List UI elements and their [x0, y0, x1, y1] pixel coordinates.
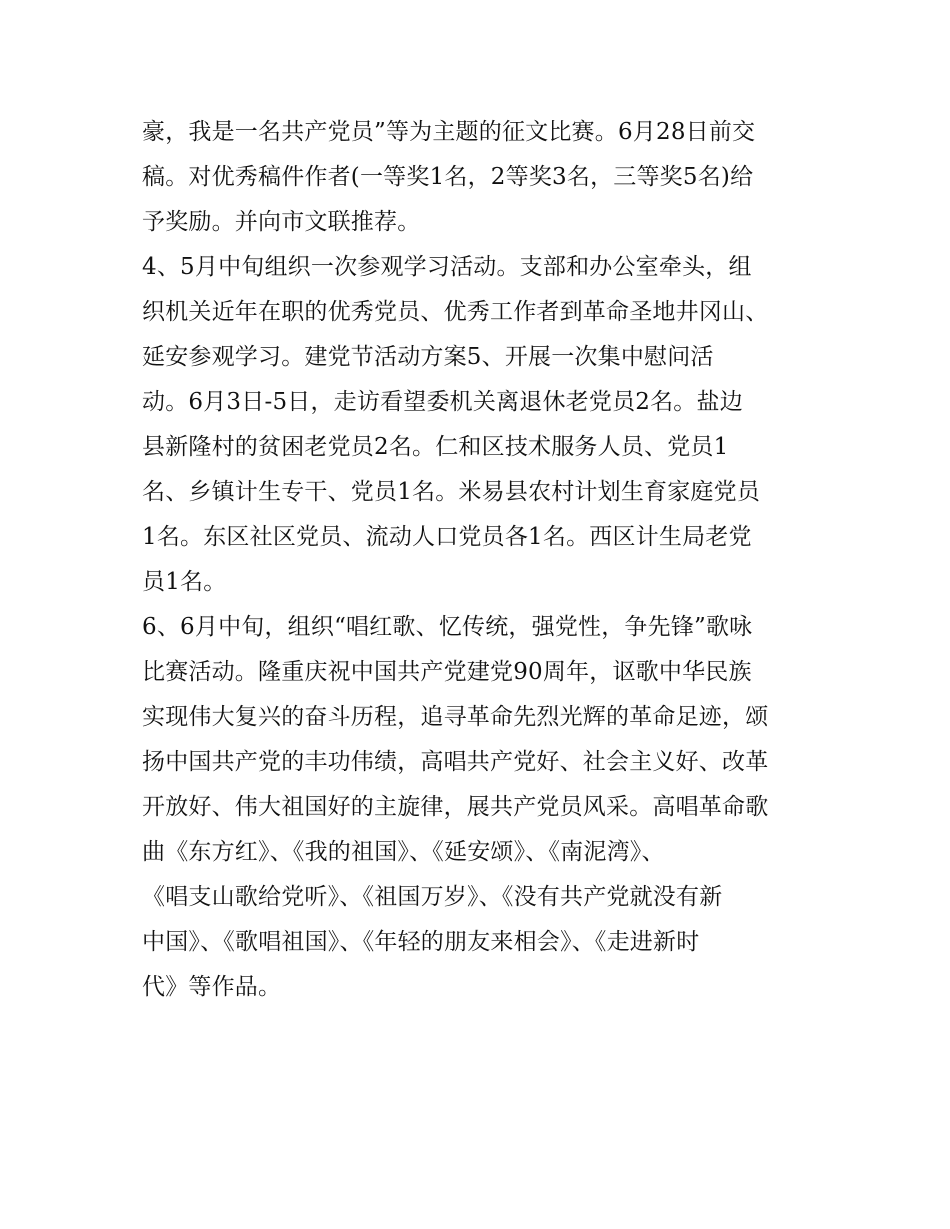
text-line: 代》等作品。	[142, 974, 282, 1000]
text-line: 4、5月中旬组织一次参观学习活动。支部和办公室牵头，组	[142, 254, 752, 280]
text-line: 曲《东方红》、《我的祖国》、《延安颂》、《南泥湾》、	[142, 839, 665, 865]
text-line: 中国》、《歌唱祖国》、《年轻的朋友来相会》、《走进新时	[142, 929, 700, 955]
text-line: 《唱支山歌给党听》、《祖国万岁》、《没有共产党就没有新	[142, 884, 723, 910]
text-line: 豪，我是一名共产党员”等为主题的征文比赛。6月28日前交	[142, 119, 756, 145]
text-line: 延安参观学习。建党节活动方案5、开展一次集中慰问活	[142, 344, 714, 370]
text-line: 县新隆村的贫困老党员2名。仁和区技术服务人员、党员1	[142, 434, 729, 460]
text-line: 稿。对优秀稿件作者(一等奖1名，2等奖3名，三等奖5名)给	[142, 164, 754, 190]
text-line: 开放好、伟大祖国好的主旋律，展共产党员风采。高唱革命歌	[142, 794, 769, 820]
text-line: 扬中国共产党的丰功伟绩，高唱共产党好、社会主义好、改革	[142, 749, 769, 775]
text-line: 予奖励。并向市文联推荐。	[142, 209, 421, 235]
text-line: 6、6月中旬，组织“唱红歌、忆传统，强党性，争先锋”歌咏	[142, 614, 753, 640]
text-line: 1名。东区社区党员、流动人口党员各1名。西区计生局老党	[142, 524, 752, 550]
text-line: 实现伟大复兴的奋斗历程，追寻革命先烈光辉的革命足迹，颂	[142, 704, 769, 730]
document-body	[142, 110, 822, 1010]
text-line: 名、乡镇计生专干、党员1名。米易县农村计划生育家庭党员	[142, 479, 761, 505]
text-line: 员1名。	[142, 569, 227, 595]
text-line: 织机关近年在职的优秀党员、优秀工作者到革命圣地井冈山、	[142, 299, 769, 325]
text-line: 动。6月3日-5日，走访看望委机关离退休老党员2名。盐边	[142, 389, 743, 415]
text-line: 比赛活动。隆重庆祝中国共产党建党90周年，讴歌中华民族	[142, 659, 752, 685]
